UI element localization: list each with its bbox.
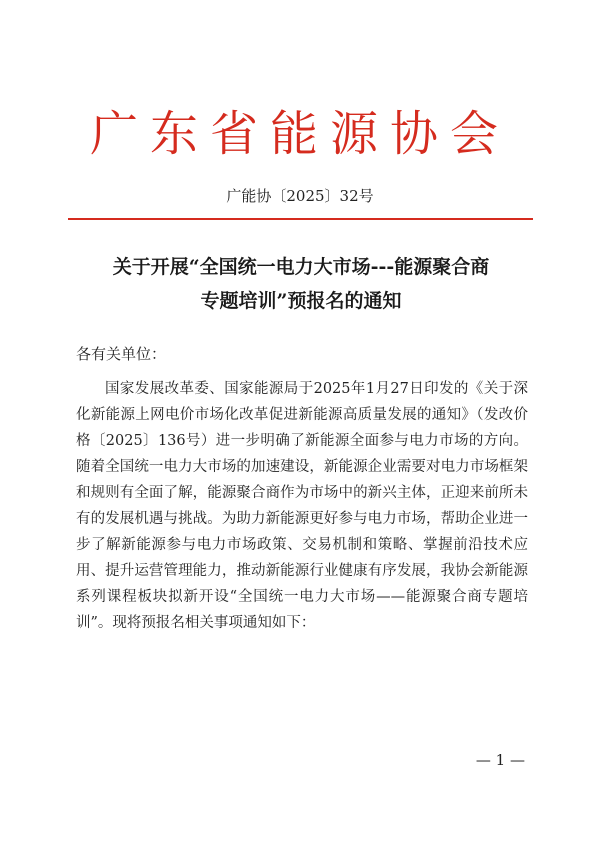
document-number: 广能协〔2025〕32号 [226,187,374,205]
salutation: 各有关单位： [76,345,167,363]
letterhead-divider [68,218,533,220]
notice-title-line-1: 关于开展“全国统一电力大市场---能源聚合商 [112,256,490,278]
letterhead-org-name: 广东省能源协会 [89,106,510,162]
page-number: — 1 — [475,751,525,769]
notice-title-line-2: 专题培训”预报名的通知 [200,290,402,312]
notice-title [60,250,542,318]
body-paragraph: 国家发展改革委、国家能源局于2025年1月27日印发的《关于深化新能源上网电价市场化改革促进新能源高质量发展的通知》（发改价格〔2025〕136号）进一步明确了新能源全面参与电力市场的方向。随着全国统一电力大市场的加速建设，新能源企业需要对电力市场框架和规则有全面了解，能源聚合商作为市场中的新兴主体，正迎来前所未有的发展机遇与挑战。为助力新能源更好参与电力市场，帮助企业进一步了解新能源参与电力市场政策、交易机制和策略、掌握前沿技术应用、提升运营管理能力，推动新能源行业健康有序发展，我协会新能源系列课程板块拟新开设“全国统一电力大市场——能源聚合商专题培训”。现将预报名相关事项通知如下： [76,381,528,631]
